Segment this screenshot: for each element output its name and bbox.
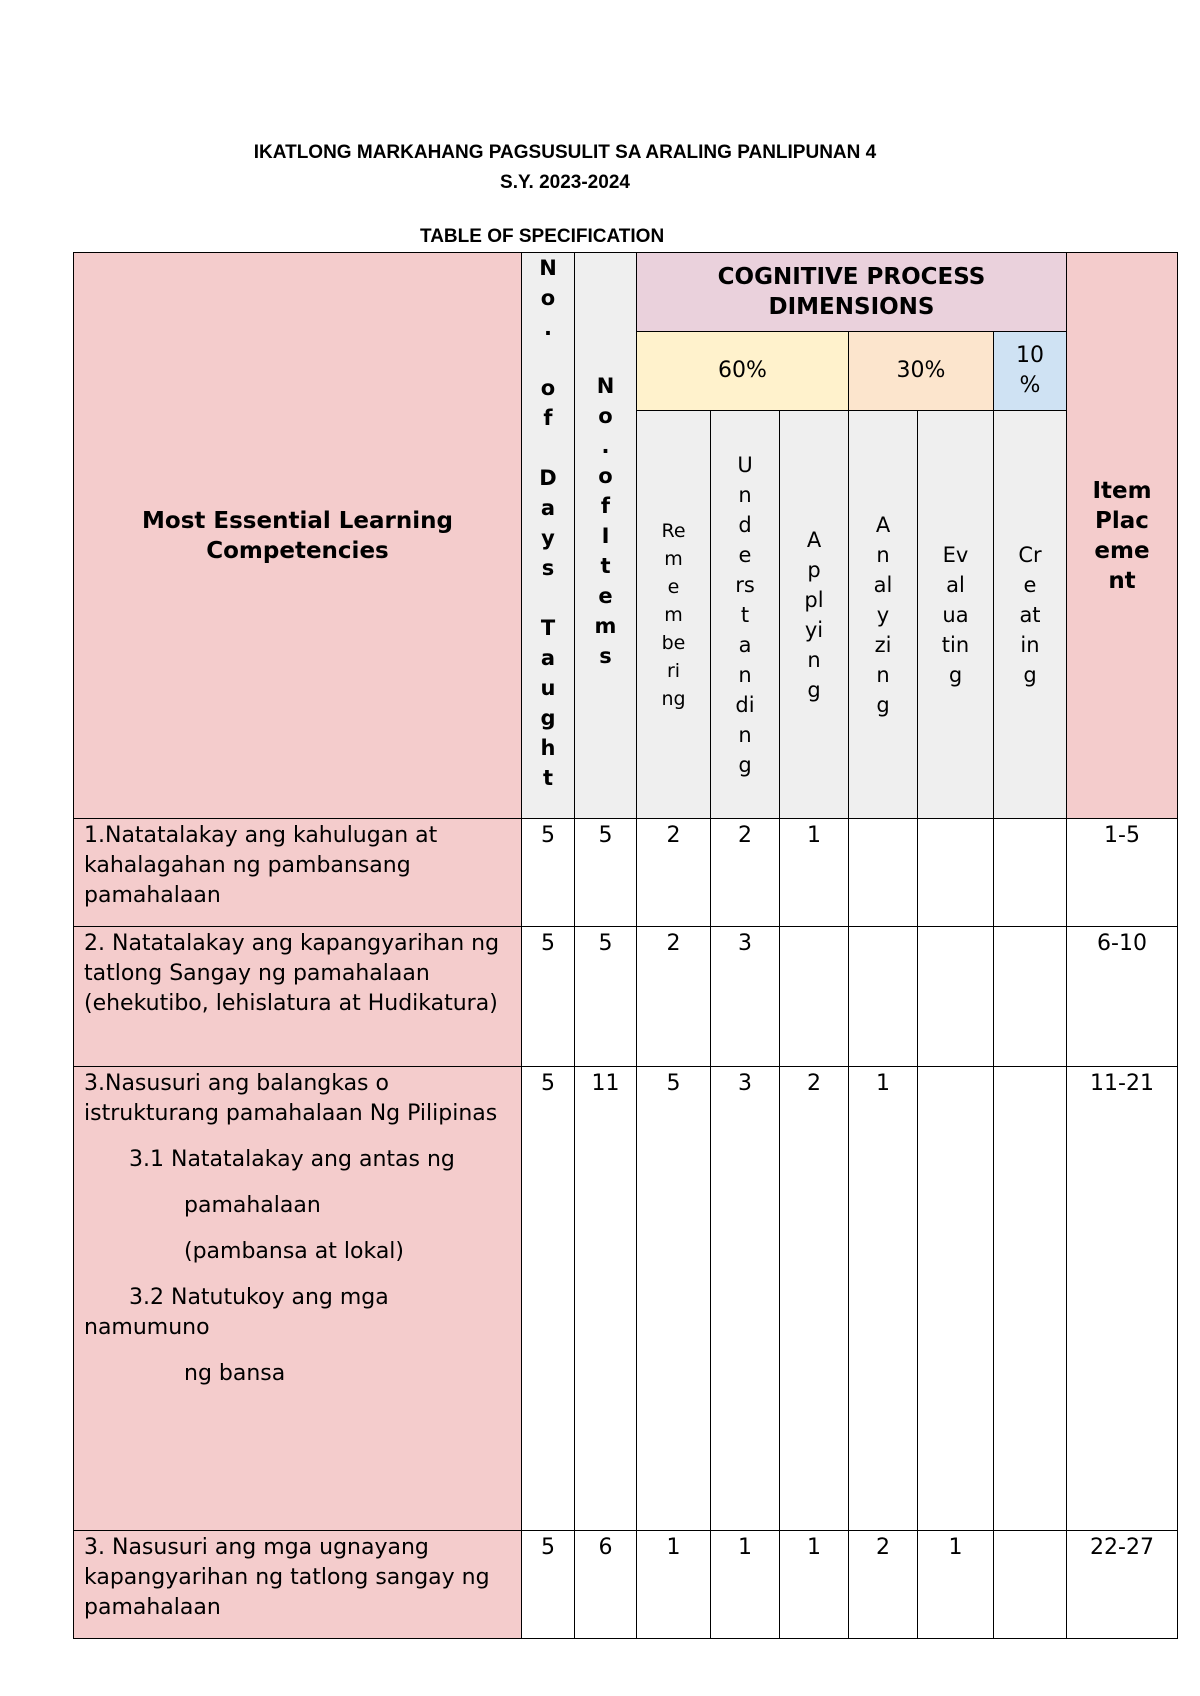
table-subtitle: TABLE OF SPECIFICATION — [420, 226, 665, 247]
header-days-taught: N o . o f D a y s T a u g h t — [522, 253, 575, 819]
analyzing-cell: 2 — [849, 1531, 918, 1639]
document-title: IKATLONG MARKAHANG PAGSUSULIT SA ARALING PANLIPUNAN 4 — [253, 142, 877, 163]
header-pct-30: 30% — [849, 332, 994, 411]
header-understanding: U n d e rs t a n di n g — [711, 411, 780, 819]
remembering-cell: 2 — [637, 819, 711, 927]
days-cell: 5 — [522, 819, 575, 927]
analyzing-cell — [849, 819, 918, 927]
days-cell: 5 — [522, 927, 575, 1067]
header-item-placement: Item Plac eme nt — [1067, 253, 1178, 819]
table-row — [74, 927, 1178, 1067]
placement-cell: 11-21 — [1067, 1067, 1178, 1531]
days-cell: 5 — [522, 1531, 575, 1639]
header-evaluating: Ev al ua tin g — [918, 411, 994, 819]
competency-cell — [74, 1067, 522, 1531]
header-no-of-items: N o . o f I t e m s — [575, 253, 637, 819]
items-cell: 5 — [575, 819, 637, 927]
understanding-cell: 2 — [711, 819, 780, 927]
understanding-cell: 3 — [711, 927, 780, 1067]
header-remembering: Re m e m be ri ng — [637, 411, 711, 819]
items-cell: 6 — [575, 1531, 637, 1639]
sub-competency-text: pamahalaan — [184, 1193, 321, 1218]
applying-cell: 1 — [780, 1531, 849, 1639]
header-pct-10: 10 % — [994, 332, 1067, 411]
evaluating-cell — [918, 819, 994, 927]
sub-competency-text: 3.2 Natutukoy ang mga namumuno — [84, 1285, 389, 1340]
sub-competency-text: (pambansa at lokal) — [184, 1239, 404, 1264]
header-creating: Cr e at in g — [994, 411, 1067, 819]
creating-cell — [994, 927, 1067, 1067]
school-year: S.Y. 2023-2024 — [500, 172, 630, 193]
remembering-cell: 1 — [637, 1531, 711, 1639]
evaluating-cell — [918, 927, 994, 1067]
creating-cell — [994, 1067, 1067, 1531]
table-row — [74, 819, 1178, 927]
applying-cell: 1 — [780, 819, 849, 927]
analyzing-cell — [849, 927, 918, 1067]
evaluating-cell: 1 — [918, 1531, 994, 1639]
sub-competency-text: 3.1 Natatalakay ang antas ng — [129, 1147, 455, 1172]
sub-competency-text: ng bansa — [184, 1361, 286, 1386]
header-analyzing: A n al y zi n g — [849, 411, 918, 819]
items-cell: 11 — [575, 1067, 637, 1531]
applying-cell: 2 — [780, 1067, 849, 1531]
placement-cell: 6-10 — [1067, 927, 1178, 1067]
header-competencies: Most Essential Learning Competencies — [74, 253, 522, 819]
creating-cell — [994, 819, 1067, 927]
competency-cell: 1.Natatalakay ang kahulugan at kahalagahan ng pambansang pamahalaan — [74, 819, 522, 927]
header-pct-60: 60% — [637, 332, 849, 411]
days-cell: 5 — [522, 1067, 575, 1531]
remembering-cell: 5 — [637, 1067, 711, 1531]
table-row — [74, 1531, 1178, 1639]
specification-table — [73, 252, 1178, 1639]
items-cell: 5 — [575, 927, 637, 1067]
placement-cell: 22-27 — [1067, 1531, 1178, 1639]
applying-cell — [780, 927, 849, 1067]
table-row — [74, 1067, 1178, 1531]
understanding-cell: 1 — [711, 1531, 780, 1639]
analyzing-cell: 1 — [849, 1067, 918, 1531]
competency-cell: 3. Nasusuri ang mga ugnayang kapangyarihan ng tatlong sangay ng pamahalaan — [74, 1531, 522, 1639]
placement-cell: 1-5 — [1067, 819, 1178, 927]
evaluating-cell — [918, 1067, 994, 1531]
creating-cell — [994, 1531, 1067, 1639]
understanding-cell: 3 — [711, 1067, 780, 1531]
competency-text: 3.Nasusuri ang balangkas o istrukturang pamahalaan Ng Pilipinas — [84, 1071, 498, 1126]
header-cognitive-process: COGNITIVE PROCESS DIMENSIONS — [637, 253, 1067, 332]
remembering-cell: 2 — [637, 927, 711, 1067]
competency-cell: 2. Natatalakay ang kapangyarihan ng tatlong Sangay ng pamahalaan (ehekutibo, lehislatura at Hudikatura) — [74, 927, 522, 1067]
header-applying: A p pl yi n g — [780, 411, 849, 819]
